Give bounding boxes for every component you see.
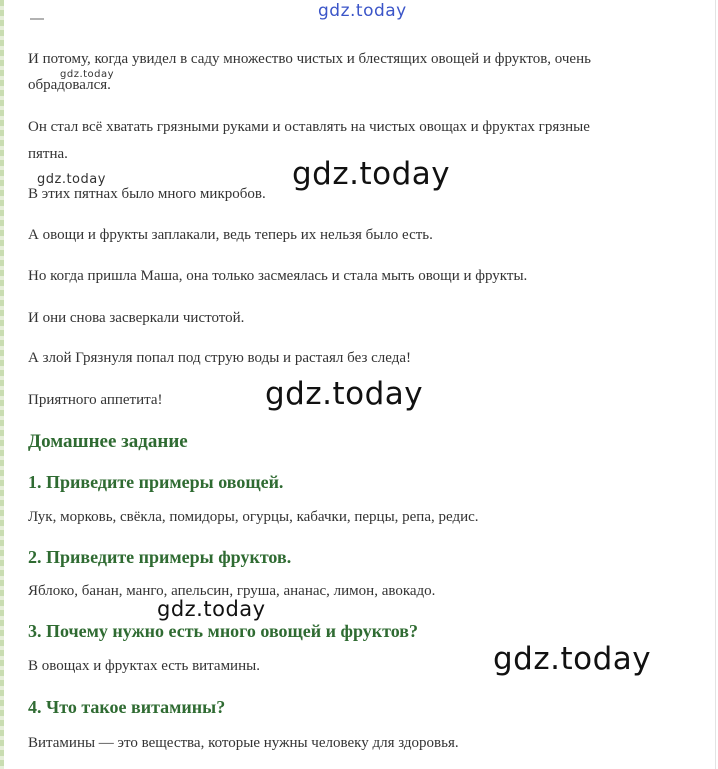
page-left-edge (0, 0, 4, 769)
watermark-top: gdz.today (318, 1, 407, 21)
answer-text: Яблоко, банан, манго, апельсин, груша, ананас, лимон, авокадо. (28, 583, 436, 599)
story-line: Он стал всё хватать грязными руками и оставлять на чистых овощах и фруктах грязные (28, 119, 590, 135)
watermark: gdz.today (60, 69, 115, 80)
question-heading: 1. Приведите примеры овощей. (28, 472, 284, 492)
story-line: В этих пятнах было много микробов. (28, 186, 266, 202)
watermark: gdz.today (493, 641, 652, 677)
clipped-text-fragment (30, 18, 44, 20)
answer-text: Лук, морковь, свёкла, помидоры, огурцы, кабачки, перцы, репа, редис. (28, 509, 479, 525)
question-heading: 4. Что такое витамины? (28, 697, 226, 717)
watermark: gdz.today (265, 376, 424, 412)
page-right-edge (715, 0, 716, 769)
answer-text: Витамины — это вещества, которые нужны человеку для здоровья. (28, 735, 459, 751)
story-line: И потому, когда увидел в саду множество чистых и блестящих овощей и фруктов, очень (28, 51, 591, 67)
answer-text: В овощах и фруктах есть витамины. (28, 658, 260, 674)
story-line: А овощи и фрукты заплакали, ведь теперь их нельзя было есть. (28, 227, 433, 243)
story-line: Но когда пришла Маша, она только засмеялась и стала мыть овощи и фрукты. (28, 268, 528, 284)
story-line: А злой Грязнуля попал под струю воды и растаял без следа! (28, 350, 412, 366)
story-line: пятна. (28, 146, 68, 162)
question-heading: 2. Приведите примеры фруктов. (28, 547, 292, 567)
watermark: gdz.today (157, 597, 266, 621)
watermark: gdz.today (37, 172, 106, 187)
story-line: И они снова засверкали чистотой. (28, 310, 245, 326)
homework-title: Домашнее задание (28, 431, 188, 452)
story-line: обрадовался. (28, 77, 111, 93)
question-heading: 3. Почему нужно есть много овощей и фруктов? (28, 621, 418, 641)
story-line: Приятного аппетита! (28, 392, 163, 408)
watermark: gdz.today (292, 156, 451, 192)
